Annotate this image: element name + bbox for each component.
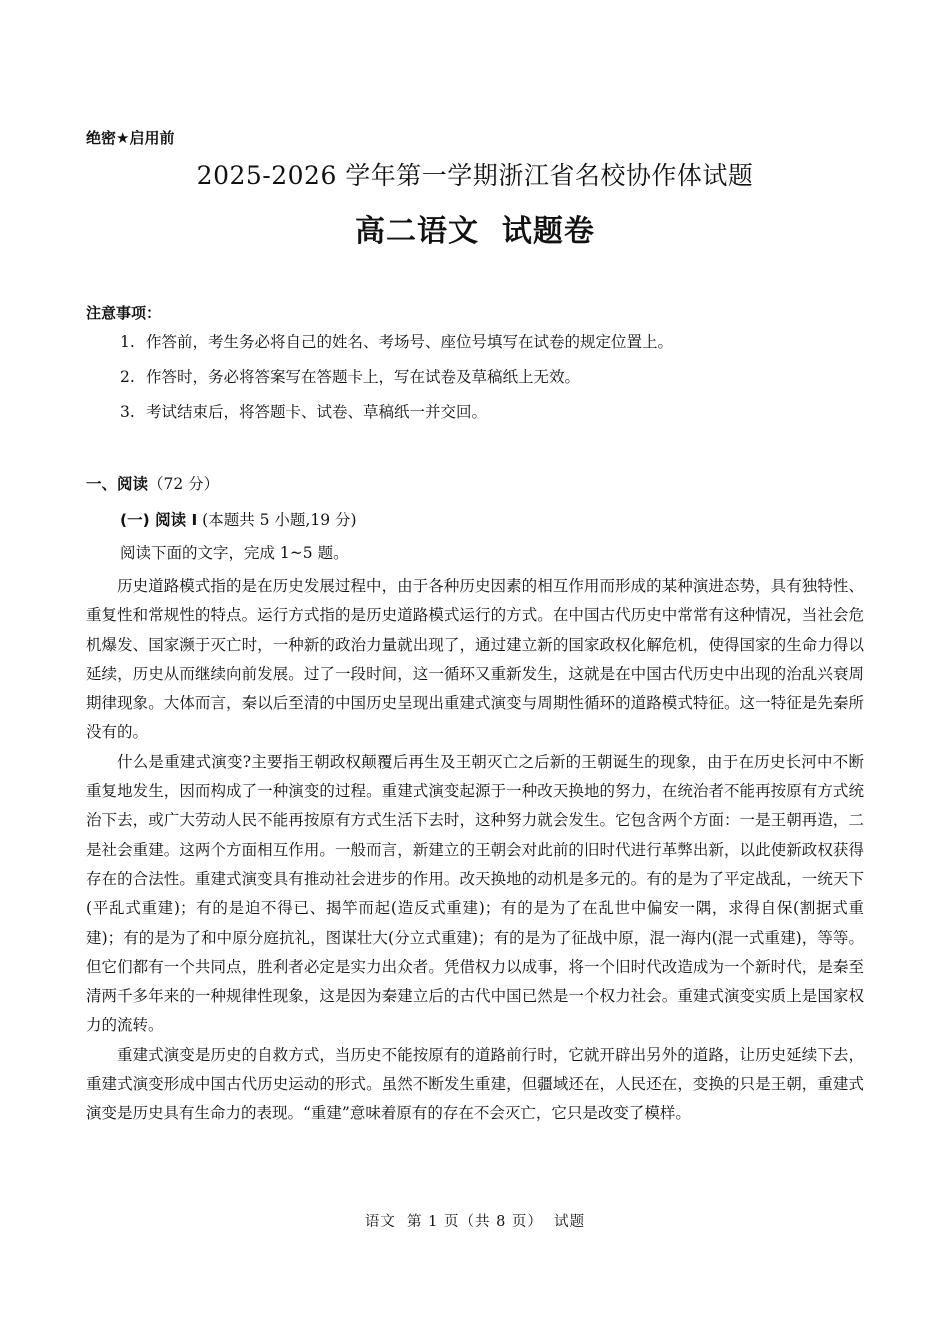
section-score: （72 分） bbox=[148, 475, 220, 493]
exam-title: 2025-2026 学年第一学期浙江省名校协作体试题 bbox=[196, 161, 754, 190]
notice-heading: 注意事项： bbox=[86, 304, 162, 322]
notice-item-number: 1. bbox=[120, 333, 135, 351]
notice-item bbox=[120, 332, 673, 367]
notice-item-text: 作答时，务必将答案写在答题卡上，写在试卷及草稿纸上无效。 bbox=[146, 368, 581, 386]
page-footer bbox=[0, 1210, 950, 1231]
passage-paragraph: 什么是重建式演变?主要指王朝政权颠覆后再生及王朝灭亡之后新的王朝诞生的现象，由于在历史长河中不断重复地发生，因而构成了一种演变的过程。重建式演变起源于一种改天换地的努力，在统治者不能再按原有方式统治下去，或广大劳动人民不能再按原有方式生活下去时，这种努力就会发生。它包含两个方面：一是王朝再造，二是社会重建。这两个方面相互作用。一般而言，新建立的王朝会对此前的旧时代进行革弊出新，以此使新政权获得存在的合法性。重建式演变具有推动社会进步的作用。改天换地的动机是多元的。有的是为了平定战乱，一统天下(平乱式重建)；有的是迫不得已、揭竿而起(造反式重建)；有的是为了在乱世中偏安一隅，求得自保(割据式重建)；有的是为了和中原分庭抗礼，图谋壮大(分立式重建)；有的是为了征战中原，混一海内(混一式重建)，等等。但它们都有一个共同点，胜利者必定是实力出众者。凭借权力以成事，将一个旧时代改造成为一个新时代，是秦至清两千多年来的一种规律性现象，这是因为秦建立后的古代中国已然是一个权力社会。重建式演变实质上是国家权力的流转。 bbox=[86, 752, 864, 1035]
confidential-label: 绝密★启用前 bbox=[86, 129, 175, 147]
passage-paragraph: 历史道路模式指的是在历史发展过程中，由于各种历史因素的相互作用而形成的某种演进态势，具有独特性、重复性和常规性的特点。运行方式指的是历史道路模式运行的方式。在中国古代历史中常常有这种情况，当社会危机爆发、国家濒于灭亡时，一种新的政治力量就出现了，通过建立新的国家政权化解危机，使得国家的生命力得以延续，历史从而继续向前发展。过了一段时间，这一循环又重新发生，这就是在中国古代历史中出现的治乱兴衰周期律现象。大体而言，秦以后至清的中国历史呈现出重建式演变与周期性循环的道路模式特征。这一特征是先秦所没有的。 bbox=[86, 577, 864, 742]
reading-instruction: 阅读下面的文字，完成 1~5 题。 bbox=[120, 544, 349, 562]
notice-item-text: 作答前，考生务必将自己的姓名、考场号、座位号填写在试卷的规定位置上。 bbox=[146, 333, 674, 351]
notice-item bbox=[120, 402, 673, 437]
paper-subtitle bbox=[0, 206, 950, 250]
subsection-note: (本题共 5 小题,19 分) bbox=[202, 511, 357, 529]
subsection-heading bbox=[120, 508, 357, 530]
page-footer-text: 语文 第 1 页（共 8 页） 试题 bbox=[364, 1214, 586, 1230]
reading-passage bbox=[86, 572, 864, 1129]
notice-item-text: 考试结束后，将答题卡、试卷、草稿纸一并交回。 bbox=[146, 403, 488, 421]
notice-item bbox=[120, 367, 673, 402]
section-label: 一、阅读 bbox=[86, 475, 149, 493]
subsection-label: (一) 阅读 I bbox=[120, 511, 198, 529]
notice-item-number: 3. bbox=[120, 403, 135, 421]
section-heading bbox=[86, 472, 219, 494]
paper-subtitle-text: 高二语文 试题卷 bbox=[355, 214, 595, 249]
notice-item-number: 2. bbox=[120, 368, 135, 386]
notice-list bbox=[120, 332, 673, 437]
passage-paragraph: 重建式演变是历史的自救方式，当历史不能按原有的道路前行时，它就开辟出另外的道路，让历史延续下去，重建式演变形成中国古代历史运动的形式。虽然不断发生重建，但疆域还在，人民还在，变换的只是王朝，重建式演变是历史具有生命力的表现。“重建”意味着原有的存在不会灭亡，它只是改变了模样。 bbox=[86, 1045, 864, 1123]
